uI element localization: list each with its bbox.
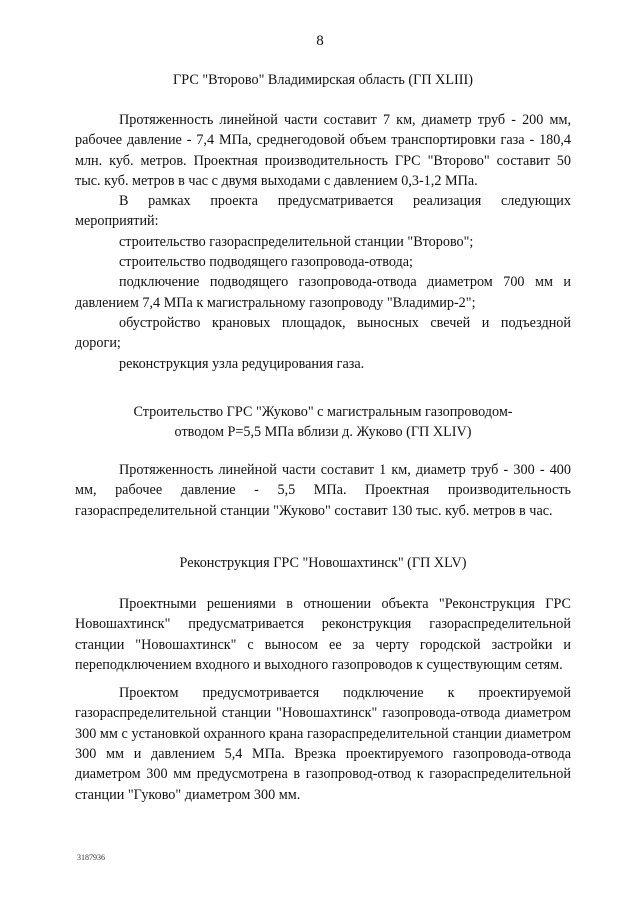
- section-novoshakhtinsk-body: [75, 594, 571, 805]
- list-item: строительство газораспределительной станции "Второво";: [119, 233, 474, 250]
- paragraph: Протяженность линейной части составит 7 км, диаметр труб - 200 мм, рабочее давление - 7,4 МПа, среднегодовой объем транспортировки газа - 180,4 млн. куб. метров. Проектная производительность ГРС "Второво" составит 50 тыс. куб. метров в час с двумя выходами с давлением 0,3-1,2 МПа.: [75, 112, 571, 189]
- list-item: реконструкция узла редуцирования газа.: [119, 355, 365, 372]
- list-item: строительство подводящего газопровода-отвода;: [119, 254, 413, 271]
- list-item: подключение подводящего газопровода-отвода диаметром 700 мм и давлением 7,4 МПа к магистральному газопроводу "Владимир-2";: [75, 274, 571, 311]
- section-heading: ГРС "Второво" Владимирская область (ГП XLIII): [173, 72, 473, 88]
- document-id: 3187936: [77, 853, 105, 862]
- section-vtorovo-body: [75, 110, 571, 374]
- section-zhukovo: [75, 402, 571, 443]
- section-vtorovo: [75, 70, 571, 90]
- paragraph: Протяженность линейной части составит 1 км, диаметр труб - 300 - 400 мм, рабочее давление - 5,5 МПа. Проектная производительность газораспределительной станции "Жуково" составит 130 тыс. куб. метров в час.: [75, 462, 571, 519]
- paragraph: Проектными решениями в отношении объекта "Реконструкция ГРС Новошахтинск" предусматривается реконструкция газораспределительной станции "Новошахтинск" с выносом ее за черту городской застройки и переподключением входного и выходного газопроводов к существующим сетям.: [75, 596, 571, 673]
- section-heading-line: Строительство ГРС "Жуково" с магистральным газопроводом-: [133, 404, 513, 420]
- section-heading-line: отводом Р=5,5 МПа вблизи д. Жуково (ГП XLIV): [174, 424, 472, 441]
- paragraph: В рамках проекта предусматривается реализация следующих мероприятий:: [75, 193, 571, 230]
- page-number: 8: [316, 33, 324, 49]
- section-zhukovo-body: [75, 460, 571, 521]
- paragraph: Проектом предусмотривается подключение к проектируемой газораспределительной станции "Новошахтинск" газопровода-отвода диаметром 300 мм с установкой охранного крана газораспределительной станции диаметром 300 мм и давлением 5,4 МПа. Врезка проектируемого газопровода-отвода диаметром 300 мм предусмотрена в газопровод-отвод к газораспределительной станции "Гуково" диаметром 300 мм.: [75, 685, 571, 803]
- section-heading: Реконструкция ГРС "Новошахтинск" (ГП XLV): [179, 555, 467, 571]
- list-item: обустройство крановых площадок, выносных свечей и подъездной дороги;: [75, 314, 571, 352]
- section-novoshakhtinsk: [75, 553, 571, 573]
